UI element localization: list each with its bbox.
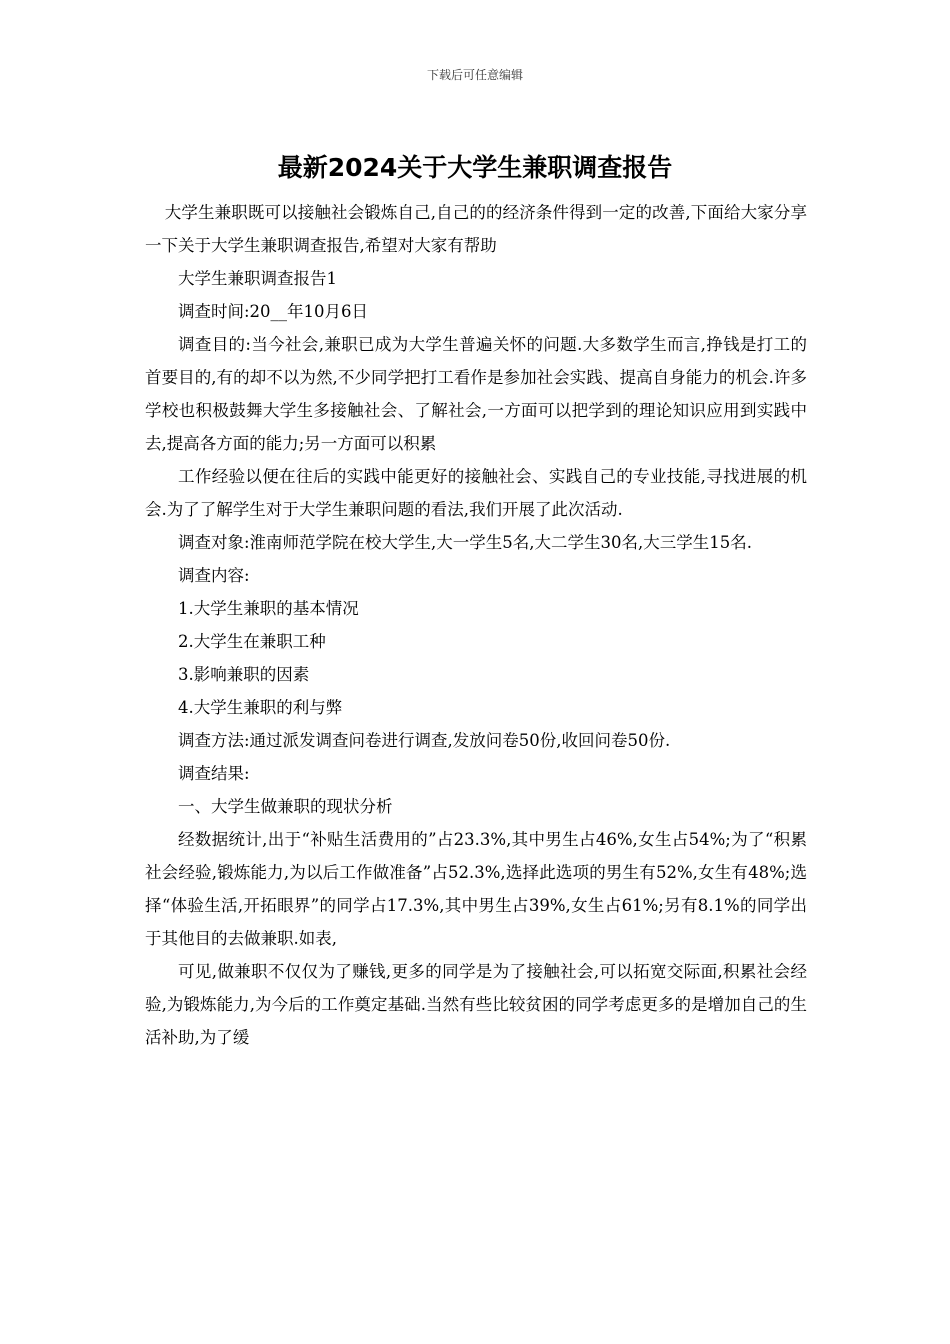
content-item-4: 4.大学生兼职的利与弊 [178,698,343,717]
survey-method: 调查方法:通过派发调查问卷进行调查,发放问卷50份,收回问卷50份. [178,731,671,750]
conclusion-paragraph: 可见,做兼职不仅仅为了赚钱,更多的同学是为了接触社会,可以拓宽交际面,积累社会经验,为锻炼能力,为今后的工作奠定基础.当然有些比较贫困的同学考虑更多的是增加自己的生活补助,为了缓 [145,962,807,1047]
header-note: 下载后可任意编辑 [426,68,523,82]
survey-purpose: 调查目的:当今社会,兼职已成为大学生普遍关怀的问题.大多数学生而言,挣钱是打工的首要目的,有的却不以为然,不少同学把打工看作是参加社会实践、提高自身能力的机会.许多学校也积极鼓舞大学生多接触社会、了解社会,一方面可以把学到的理论知识应用到实践中去,提高各方面的能力;另一方面可以积累 [145,335,807,453]
content-item-2: 2.大学生在兼职工种 [178,632,326,651]
work-experience-paragraph: 工作经验以便在往后的实践中能更好的接触社会、实践自己的专业技能,寻找进展的机会.为了了解学生对于大学生兼职问题的看法,我们开展了此次活动. [145,467,807,519]
intro-paragraph: 大学生兼职既可以接触社会锻炼自己,自己的的经济条件得到一定的改善,下面给大家分享一下关于大学生兼职调查报告,希望对大家有帮助 [145,203,807,255]
content-item-1: 1.大学生兼职的基本情况 [178,599,359,618]
section-heading-1: 一、大学生做兼职的现状分析 [178,797,393,816]
statistics-paragraph: 经数据统计,出于“补贴生活费用的”占23.3%,其中男生占46%,女生占54%;为了“积累社会经验,锻炼能力,为以后工作做准备”占52.3%,选择此选项的男生有52%,女生有48%;选择“体验生活,开拓眼界”的同学占17.3%,其中男生占39%,女生占61%;另有8.1%的同学出于其他目的去做兼职.如表, [145,830,807,948]
document-title: 最新2024关于大学生兼职调查报告 [277,153,673,182]
report-subtitle: 大学生兼职调查报告1 [178,269,337,288]
survey-results-heading: 调查结果: [178,764,250,783]
document-body [145,196,807,1054]
survey-content-heading: 调查内容: [178,566,250,585]
content-item-3: 3.影响兼职的因素 [178,665,310,684]
survey-time: 调查时间:20__年10月6日 [178,302,369,321]
survey-subjects: 调查对象:淮南师范学院在校大学生,大一学生5名,大二学生30名,大三学生15名. [178,533,753,552]
